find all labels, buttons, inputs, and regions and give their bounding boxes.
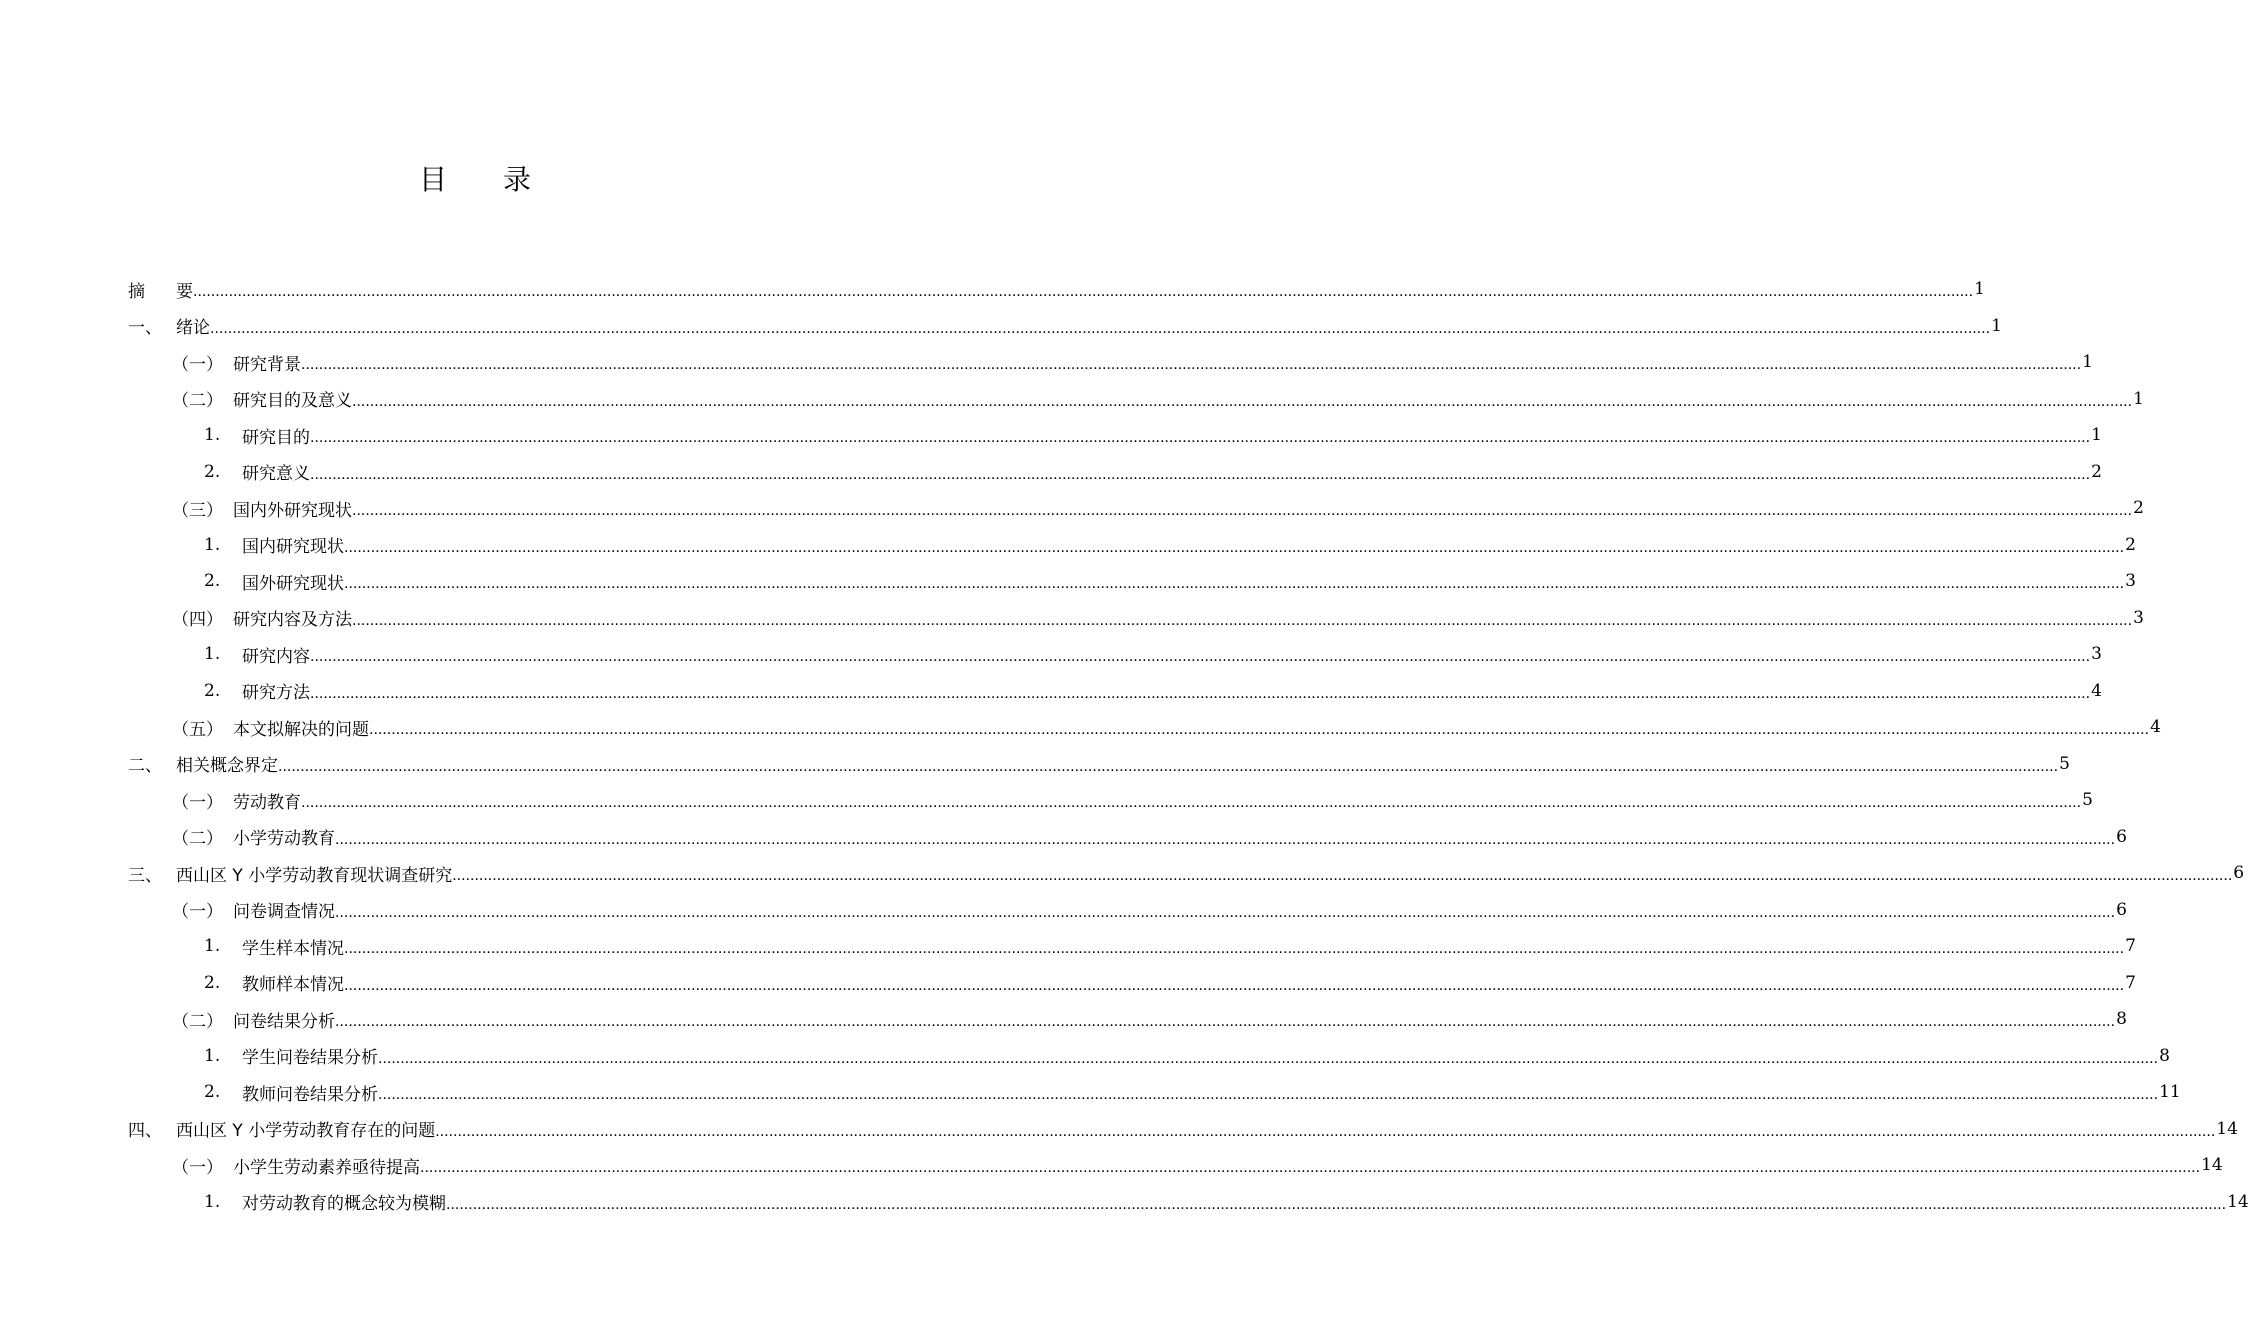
toc-entry-number: （一） — [172, 1157, 223, 1178]
toc-entry-line — [176, 308, 2002, 345]
toc-entry-page-number: 1 — [2133, 388, 2144, 409]
toc-leader-dots: ................................................................................................................................................................................................................................................................................................................................................................................................................ — [310, 430, 2091, 447]
toc-entry-label: 绪论 — [176, 318, 210, 339]
toc-entry-number: 2. — [204, 680, 221, 701]
toc-entry-page-number: 3 — [2125, 571, 2136, 592]
toc-entry-number: （四） — [172, 610, 223, 631]
toc-entry-page-number: 2 — [2091, 461, 2102, 482]
toc-leader-dots: ................................................................................................................................................................................................................................................................................................................................................................................................................ — [210, 320, 1991, 337]
toc-entry-page-number: 3 — [2091, 644, 2102, 665]
toc-entry-line — [242, 1074, 2181, 1111]
toc-entry-label: 国内外研究现状 — [233, 500, 352, 521]
toc-entry[interactable] — [128, 1111, 2238, 1148]
toc-entry-label: 对劳动教育的概念较为模糊 — [242, 1194, 446, 1215]
toc-entry-number: 1. — [204, 425, 221, 446]
toc-entry-number: （一） — [172, 792, 223, 813]
toc-entry-label: 教师样本情况 — [242, 975, 344, 996]
toc-entry-number: 1. — [204, 1191, 221, 1212]
title-char-2: 录 — [503, 163, 532, 196]
toc-leader-dots: ................................................................................................................................................................................................................................................................................................................................................................................................................ — [352, 503, 2133, 520]
toc-leader-dots: ................................................................................................................................................................................................................................................................................................................................................................................................................ — [335, 904, 2116, 921]
toc-entry-page-number: 14 — [2227, 1191, 2249, 1212]
toc-entry-label: 小学劳动教育 — [233, 829, 335, 850]
toc-entry-page-number: 5 — [2082, 790, 2093, 811]
toc-entry-line — [233, 782, 2093, 819]
toc-entry[interactable] — [128, 819, 2127, 856]
toc-entry[interactable] — [128, 1184, 2249, 1221]
toc-entry-label: 研究目的 — [242, 427, 310, 448]
toc-entry[interactable] — [128, 1038, 2170, 1075]
toc-entry-line — [242, 1038, 2170, 1075]
toc-entry-number: 1. — [204, 936, 221, 957]
toc-entry-label: 研究内容 — [242, 646, 310, 667]
toc-entry[interactable] — [128, 746, 2070, 783]
toc-entry-line — [242, 965, 2136, 1002]
toc-entry-page-number: 7 — [2125, 936, 2136, 957]
toc-entry-number: 四、 — [128, 1121, 162, 1142]
toc-entry-line — [176, 855, 2245, 892]
toc-entry-number: 1. — [204, 1045, 221, 1066]
toc-entry[interactable] — [128, 600, 2144, 637]
toc-entry[interactable] — [128, 782, 2093, 819]
toc-entry-line — [242, 527, 2136, 564]
toc-leader-dots: ................................................................................................................................................................................................................................................................................................................................................................................................................ — [344, 941, 2125, 958]
toc-leader-dots: ................................................................................................................................................................................................................................................................................................................................................................................................................ — [278, 758, 2059, 775]
toc-entry-page-number: 4 — [2150, 717, 2161, 738]
toc-entry-number: 2. — [204, 972, 221, 993]
page-title — [0, 158, 950, 198]
toc-entry-page-number: 14 — [2216, 1118, 2238, 1139]
toc-leader-dots: ................................................................................................................................................................................................................................................................................................................................................................................................................ — [310, 466, 2091, 483]
toc-entry[interactable] — [128, 673, 2102, 710]
toc-entry-number: （三） — [172, 500, 223, 521]
toc-entry-page-number: 8 — [2159, 1045, 2170, 1066]
toc-entry-label: 相关概念界定 — [176, 756, 278, 777]
toc-entry-page-number: 6 — [2116, 899, 2127, 920]
toc-entry-line — [233, 1001, 2127, 1038]
toc-entry-label: 研究内容及方法 — [233, 610, 352, 631]
toc-entry-number: 一、 — [128, 318, 162, 339]
toc-leader-dots: ................................................................................................................................................................................................................................................................................................................................................................................................................ — [193, 284, 1974, 301]
toc-entry-number: 1. — [204, 534, 221, 555]
toc-entry[interactable] — [128, 1074, 2181, 1111]
toc-entry-number: （二） — [172, 1011, 223, 1032]
toc-entry-page-number: 1 — [2091, 425, 2102, 446]
toc-leader-dots: ................................................................................................................................................................................................................................................................................................................................................................................................................ — [446, 1196, 2227, 1213]
toc-entry-page-number: 2 — [2125, 534, 2136, 555]
toc-entry-page-number: 6 — [2233, 863, 2245, 884]
toc-leader-dots: ................................................................................................................................................................................................................................................................................................................................................................................................................ — [335, 1014, 2116, 1031]
toc-entry-line — [242, 417, 2102, 454]
toc-entry-number: 三、 — [128, 865, 162, 886]
toc-entry[interactable] — [128, 965, 2136, 1002]
toc-entry[interactable] — [128, 928, 2136, 965]
toc-leader-dots: ................................................................................................................................................................................................................................................................................................................................................................................................................ — [352, 393, 2133, 410]
title-char-1: 目 — [418, 163, 447, 196]
toc-entry-number: 2. — [204, 1082, 221, 1103]
toc-entry-label: 学生样本情况 — [242, 938, 344, 959]
toc-entry-number: 2. — [204, 461, 221, 482]
toc-entry-page-number: 6 — [2116, 826, 2127, 847]
toc-entry-page-number: 11 — [2159, 1082, 2181, 1103]
toc-entry-label: 国内研究现状 — [242, 537, 344, 558]
toc-entry-label: 本文拟解决的问题 — [233, 719, 369, 740]
toc-entry-number: 1. — [204, 644, 221, 665]
toc-entry-number: （二） — [172, 391, 223, 412]
toc-entry[interactable] — [128, 308, 2002, 345]
toc-entry[interactable] — [128, 417, 2102, 454]
toc-leader-dots: ................................................................................................................................................................................................................................................................................................................................................................................................................ — [344, 977, 2125, 994]
toc-entry[interactable] — [128, 490, 2144, 527]
toc-entry-line — [233, 819, 2127, 856]
toc-entry[interactable] — [128, 636, 2102, 673]
toc-entry-number: 2. — [204, 571, 221, 592]
toc-entry-line — [233, 490, 2144, 527]
toc-entry-line — [233, 709, 2161, 746]
toc-entry-page-number: 5 — [2059, 753, 2070, 774]
toc-entry-label: 小学生劳动素养亟待提高 — [233, 1157, 420, 1178]
toc-entry[interactable] — [128, 381, 2144, 418]
toc-entry-page-number: 7 — [2125, 972, 2136, 993]
toc-entry[interactable] — [128, 271, 1985, 308]
toc-entry-page-number: 1 — [1991, 315, 2002, 336]
toc-leader-dots: ................................................................................................................................................................................................................................................................................................................................................................................................................ — [369, 722, 2150, 739]
toc-entry-line — [233, 1147, 2223, 1184]
toc-entry-number: （一） — [172, 354, 223, 375]
toc-entry[interactable] — [128, 454, 2102, 491]
toc-entry[interactable] — [128, 563, 2136, 600]
toc-leader-dots: ................................................................................................................................................................................................................................................................................................................................................................................................................ — [301, 795, 2082, 812]
toc-entry-line — [242, 1184, 2249, 1221]
toc-entry-label: 西山区 Y 小学劳动教育存在的问题 — [176, 1121, 436, 1142]
toc-entry-label: 教师问卷结果分析 — [242, 1084, 378, 1105]
toc-entry-line — [176, 1111, 2238, 1148]
toc-leader-dots: ................................................................................................................................................................................................................................................................................................................................................................................................................ — [335, 831, 2116, 848]
toc-entry-page-number: 8 — [2116, 1009, 2127, 1030]
toc-leader-dots: ................................................................................................................................................................................................................................................................................................................................................................................................................ — [352, 612, 2133, 629]
toc-leader-dots: ................................................................................................................................................................................................................................................................................................................................................................................................................ — [378, 1087, 2159, 1104]
toc-leader-dots: ................................................................................................................................................................................................................................................................................................................................................................................................................ — [301, 357, 2082, 374]
toc-entry-label: 西山区 Y 小学劳动教育现状调查研究 — [176, 865, 453, 886]
toc-entry-line — [233, 381, 2144, 418]
toc-entry-number: 二、 — [128, 756, 162, 777]
toc-entry-line — [242, 636, 2102, 673]
toc-entry-line — [242, 563, 2136, 600]
toc-entry-number: （五） — [172, 719, 223, 740]
toc-leader-dots: ................................................................................................................................................................................................................................................................................................................................................................................................................ — [420, 1160, 2201, 1177]
toc-entry-line — [233, 600, 2144, 637]
toc-entry[interactable] — [128, 344, 2093, 381]
toc-entry-page-number: 3 — [2133, 607, 2144, 628]
toc-entry-line — [176, 746, 2070, 783]
toc-entry[interactable] — [128, 892, 2127, 929]
toc-entry-page-number: 2 — [2133, 498, 2144, 519]
toc-entry-page-number: 1 — [1974, 279, 1985, 300]
toc-entry-page-number: 14 — [2201, 1155, 2223, 1176]
toc-leader-dots: ................................................................................................................................................................................................................................................................................................................................................................................................................ — [435, 1123, 2216, 1140]
toc-entry[interactable] — [128, 1001, 2127, 1038]
toc-entry-label: 要 — [176, 281, 193, 302]
toc-entry[interactable] — [128, 527, 2136, 564]
toc-entry-label: 劳动教育 — [233, 792, 301, 813]
toc-leader-dots: ................................................................................................................................................................................................................................................................................................................................................................................................................ — [344, 539, 2125, 556]
table-of-contents — [128, 271, 2249, 1220]
toc-entry-label: 国外研究现状 — [242, 573, 344, 594]
toc-entry-line — [242, 928, 2136, 965]
toc-entry-page-number: 1 — [2082, 352, 2093, 373]
toc-leader-dots: ................................................................................................................................................................................................................................................................................................................................................................................................................ — [452, 868, 2233, 885]
toc-entry[interactable] — [128, 855, 2245, 892]
toc-leader-dots: ................................................................................................................................................................................................................................................................................................................................................................................................................ — [310, 649, 2091, 666]
toc-entry-line — [233, 344, 2093, 381]
toc-entry-label: 研究方法 — [242, 683, 310, 704]
toc-entry-label: 问卷调查情况 — [233, 902, 335, 923]
toc-entry-page-number: 4 — [2091, 680, 2102, 701]
toc-entry[interactable] — [128, 1147, 2223, 1184]
toc-entry-line — [242, 454, 2102, 491]
toc-entry[interactable] — [128, 709, 2161, 746]
toc-entry-number: （一） — [172, 902, 223, 923]
toc-entry-line — [233, 892, 2127, 929]
toc-leader-dots: ................................................................................................................................................................................................................................................................................................................................................................................................................ — [378, 1050, 2159, 1067]
toc-entry-label: 研究目的及意义 — [233, 391, 352, 412]
toc-leader-dots: ................................................................................................................................................................................................................................................................................................................................................................................................................ — [310, 685, 2091, 702]
toc-entry-label: 问卷结果分析 — [233, 1011, 335, 1032]
toc-entry-number: （二） — [172, 829, 223, 850]
toc-entry-number: 摘 — [128, 281, 145, 302]
toc-entry-label: 研究背景 — [233, 354, 301, 375]
toc-entry-label: 学生问卷结果分析 — [242, 1048, 378, 1069]
toc-leader-dots: ................................................................................................................................................................................................................................................................................................................................................................................................................ — [344, 576, 2125, 593]
toc-entry-line — [242, 673, 2102, 710]
toc-entry-label: 研究意义 — [242, 464, 310, 485]
toc-entry-line — [176, 271, 1985, 308]
